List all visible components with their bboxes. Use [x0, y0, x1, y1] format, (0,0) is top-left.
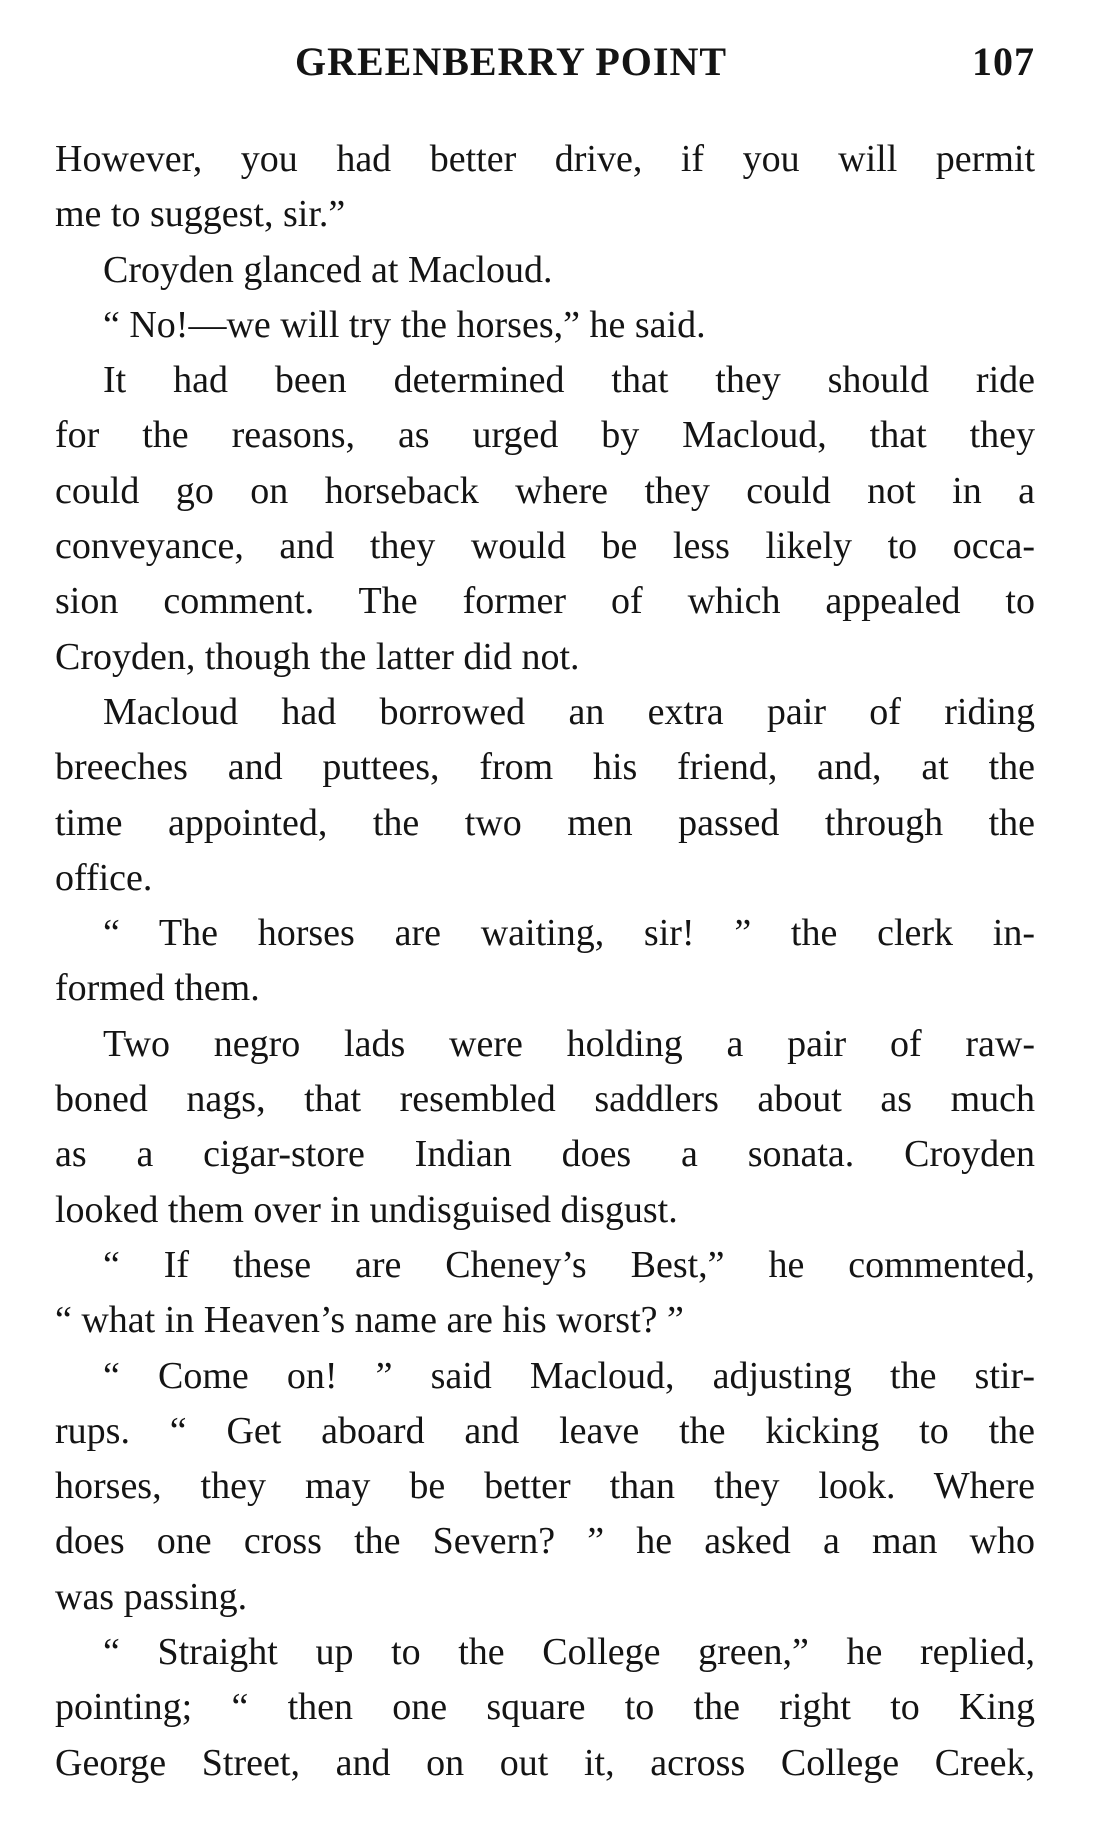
- text-line: breeches and puttees, from his friend, and, at the: [55, 746, 1035, 789]
- text-line: formed them.: [55, 967, 260, 1010]
- text-line: “ If these are Cheney’s Best,” he commented,: [103, 1243, 1035, 1286]
- text-line: “ The horses are waiting, sir! ” the clerk in-: [103, 912, 1035, 955]
- text-line: “ what in Heaven’s name are his worst? ”: [55, 1299, 684, 1342]
- text-line: for the reasons, as urged by Macloud, that they: [55, 414, 1035, 457]
- text-line: looked them over in undisguised disgust.: [55, 1188, 678, 1231]
- text-line: me to suggest, sir.”: [55, 193, 346, 236]
- text-line: office.: [55, 856, 153, 899]
- text-line: Croyden glanced at Macloud.: [103, 248, 553, 291]
- text-line: was passing.: [55, 1575, 248, 1618]
- text-line: Macloud had borrowed an extra pair of riding: [103, 690, 1035, 733]
- text-line: Croyden, though the latter did not.: [55, 635, 580, 678]
- text-line: “ Straight up to the College green,” he replied,: [103, 1631, 1035, 1674]
- text-line: pointing; “ then one square to the right to King: [55, 1686, 1035, 1729]
- running-title: GREENBERRY POINT: [295, 39, 728, 84]
- text-line: George Street, and on out it, across College Creek,: [55, 1741, 1035, 1784]
- text-line: boned nags, that resembled saddlers about as much: [55, 1078, 1035, 1121]
- text-line: could go on horseback where they could not in a: [55, 469, 1035, 512]
- text-line: It had been determined that they should ride: [103, 359, 1035, 402]
- text-line: horses, they may be better than they look. Where: [55, 1465, 1035, 1508]
- page-header: [55, 38, 1035, 90]
- text-line: does one cross the Severn? ” he asked a man who: [55, 1520, 1035, 1563]
- text-line: “ No!—we will try the horses,” he said.: [103, 303, 706, 346]
- body-text: [55, 132, 1035, 1791]
- text-line: However, you had better drive, if you will permit: [55, 138, 1035, 180]
- text-line: time appointed, the two men passed through the: [55, 801, 1035, 844]
- text-line: sion comment. The former of which appealed to: [55, 580, 1035, 623]
- text-line: rups. “ Get aboard and leave the kicking to the: [55, 1409, 1035, 1452]
- page-number: 107: [972, 39, 1035, 84]
- text-line: conveyance, and they would be less likely to occa-: [55, 525, 1035, 568]
- text-line: “ Come on! ” said Macloud, adjusting the stir-: [103, 1354, 1035, 1397]
- text-line: as a cigar-store Indian does a sonata. Croyden: [55, 1133, 1035, 1176]
- text-line: Two negro lads were holding a pair of raw-: [103, 1022, 1035, 1065]
